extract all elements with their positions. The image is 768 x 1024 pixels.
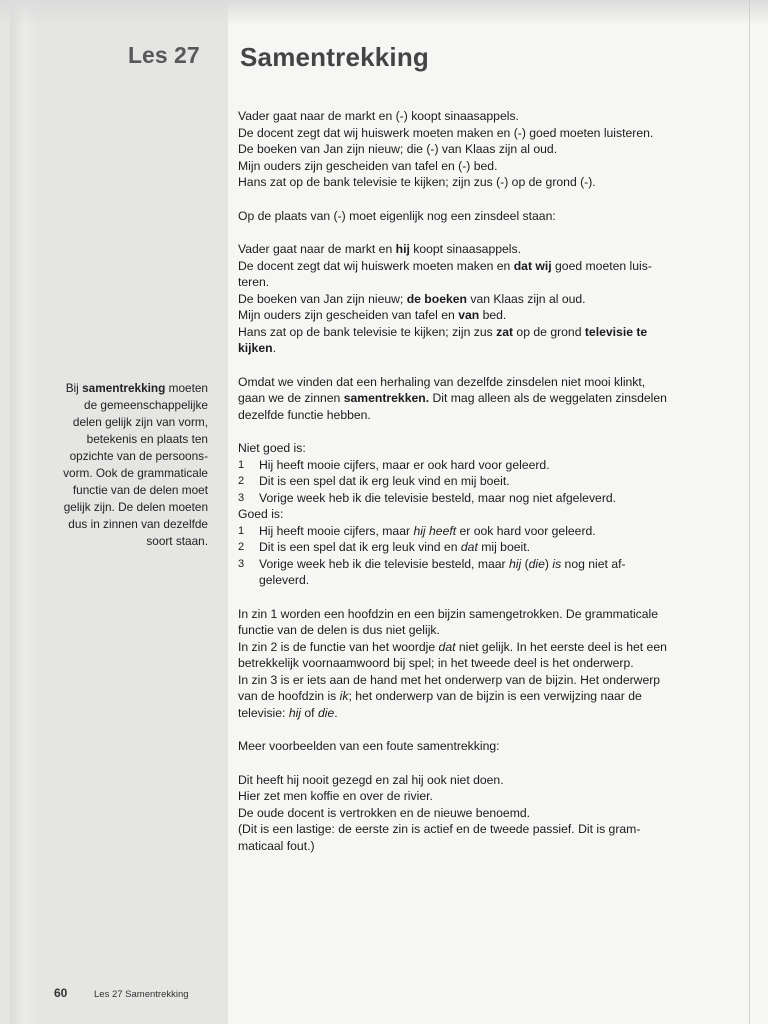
analysis-line: van de hoofdzin is ik; het onderwerp van de bijzin is een verwijzing naar de xyxy=(238,689,642,703)
bad-example-item: 2 Dit is een spel dat ik erg leuk vind en mij boeit. xyxy=(238,474,510,488)
analysis-line: betrekkelijk voornaamwoord bij spel; in het tweede deel is het onderwerp. xyxy=(238,656,634,670)
margin-note-line: gelijk zijn. De delen moeten xyxy=(63,500,208,514)
margin-note xyxy=(40,380,208,550)
margin-note-line: functie van de delen moet xyxy=(72,483,208,497)
margin-note-line: soort staan. xyxy=(146,534,208,548)
analysis-paragraph xyxy=(238,606,680,722)
analysis-line: In zin 1 worden een hoofdzin en een bijzin samengetrokken. De grammaticale xyxy=(238,606,659,621)
page-binding-shadow xyxy=(10,0,36,1024)
good-example-item: 1 Hij heeft mooie cijfers, maar hij heeft er ook hard voor geleerd. xyxy=(238,523,596,538)
full-sentence: Vader gaat naar de markt en hij koopt sinaasappels. xyxy=(238,242,521,256)
margin-note-line: de gemeenschappelijke xyxy=(84,398,208,412)
margin-note-line: opzichte van de persoons- xyxy=(69,449,208,463)
good-example-item: 2 Dit is een spel dat ik erg leuk vind en dat mij boeit. xyxy=(238,540,530,554)
analysis-line: televisie: hij of die. xyxy=(238,705,338,720)
good-example-item: 3 Vorige week heb ik die televisie besteld, maar hij (die) is nog niet af- geleverd. xyxy=(238,556,626,587)
more-examples-label: Meer voorbeelden van een foute samentrekking: xyxy=(238,739,500,753)
analysis-line: In zin 3 is er iets aan de hand met het onderwerp van de bijzin. Het onderwerp xyxy=(238,672,661,687)
intro-sentence: Hans zat op de bank televisie te kijken; zijn zus (-) op de grond (-). xyxy=(238,175,596,189)
good-examples-label: Goed is: xyxy=(238,507,284,521)
analysis-line: functie van de delen is dus niet gelijk. xyxy=(238,623,440,637)
intro-sentence: De docent zegt dat wij huiswerk moeten maken en (-) goed moeten luisteren. xyxy=(238,125,654,140)
page-edge xyxy=(749,0,750,1024)
margin-note-line: vorm. Ook de grammaticale xyxy=(63,466,208,480)
scan-top-shadow xyxy=(0,0,768,26)
bad-examples-label: Niet goed is: xyxy=(238,441,306,455)
full-sentence-continued: teren. xyxy=(238,275,270,289)
full-sentence: Hans zat op de bank televisie te kijken; zijn zus zat op de grond televisie te xyxy=(238,324,648,339)
more-example-line: Dit heeft hij nooit gezegd en zal hij ook niet doen. xyxy=(238,772,504,787)
intro-sentences xyxy=(238,108,680,191)
lesson-number: Les 27 xyxy=(128,42,200,68)
intro-sentence: Vader gaat naar de markt en (-) koopt sinaasappels. xyxy=(238,109,519,123)
more-example-line: De oude docent is vertrokken en de nieuwe benoemd. xyxy=(238,805,531,820)
more-examples xyxy=(238,772,680,855)
instruction-text: Op de plaats van (-) moet eigenlijk nog een zinsdeel staan: xyxy=(238,208,556,223)
explanation-paragraph xyxy=(238,374,680,424)
margin-note-line: Bij samentrekking moeten xyxy=(65,381,208,395)
margin-note-line: dus in zinnen van dezelfde xyxy=(68,517,208,531)
full-sentence: De boeken van Jan zijn nieuw; de boeken van Klaas zijn al oud. xyxy=(238,291,586,306)
more-example-line: (Dit is een lastige: de eerste zin is actief en de tweede passief. Dit is gram- xyxy=(238,822,641,836)
intro-sentence: De boeken van Jan zijn nieuw; die (-) van Klaas zijn al oud. xyxy=(238,142,558,156)
instruction-paragraph xyxy=(238,208,680,225)
margin-note-line: betekenis en plaats ten xyxy=(86,432,208,446)
intro-sentence: Mijn ouders zijn gescheiden van tafel en (-) bed. xyxy=(238,158,498,173)
explanation-line: dezelfde functie hebben. xyxy=(238,407,371,422)
full-sentence: Mijn ouders zijn gescheiden van tafel en van bed. xyxy=(238,308,507,322)
page-number: 60 xyxy=(54,986,68,1000)
bad-example-item: 3 Vorige week heb ik die televisie besteld, maar nog niet afgeleverd. xyxy=(238,490,617,505)
margin-note-line: delen gelijk zijn van vorm, xyxy=(72,415,208,429)
analysis-line: In zin 2 is de functie van het woordje dat niet gelijk. In het eerste deel is het een xyxy=(238,639,667,654)
page-title: Samentrekking xyxy=(240,42,430,72)
more-example-line: maticaal fout.) xyxy=(238,838,315,853)
full-sentence: De docent zegt dat wij huiswerk moeten maken en dat wij goed moeten luis- xyxy=(238,258,652,273)
explanation-line: Omdat we vinden dat een herhaling van dezelfde zinsdelen niet mooi klinkt, xyxy=(238,374,646,389)
full-sentences xyxy=(238,241,680,357)
examples-block xyxy=(238,440,680,589)
full-sentence-continued: kijken. xyxy=(238,341,276,355)
more-examples-label-block xyxy=(238,738,680,755)
more-example-line: Hier zet men koffie en over de rivier. xyxy=(238,789,433,803)
running-title: Les 27 Samentrekking xyxy=(94,989,189,1000)
bad-example-item: 1 Hij heeft mooie cijfers, maar er ook hard voor geleerd. xyxy=(238,457,550,472)
explanation-line: gaan we de zinnen samentrekken. Dit mag alleen als de weggelaten zinsdelen xyxy=(238,391,667,405)
main-text-column xyxy=(238,108,680,854)
